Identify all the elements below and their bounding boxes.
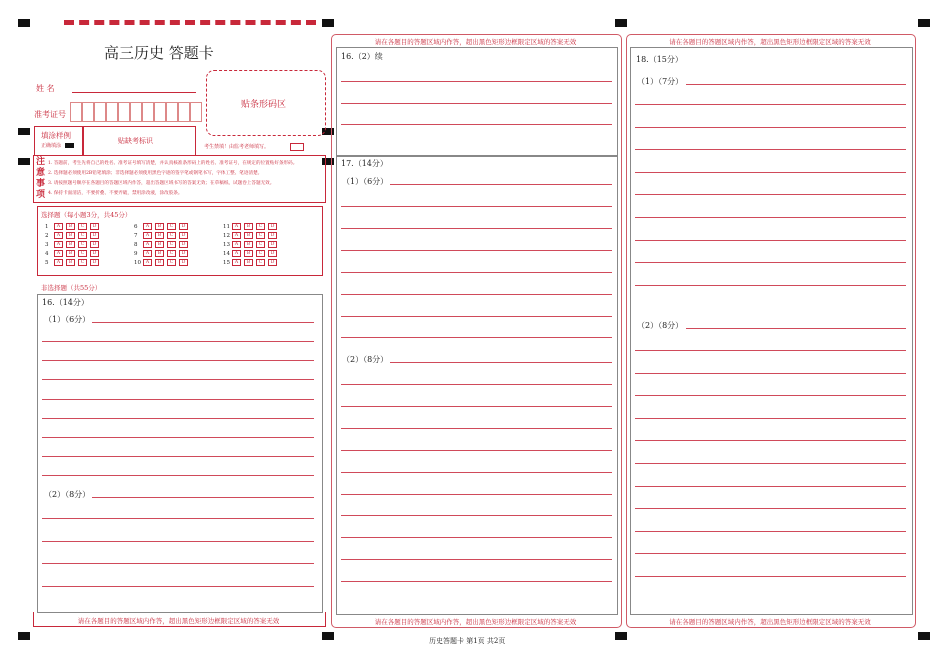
name-label: 姓 名 (36, 84, 55, 93)
answer-line[interactable] (635, 149, 906, 150)
q16-part1: （1）（6分） (44, 315, 91, 324)
q16-continued-box (336, 47, 618, 157)
answer-line[interactable] (341, 537, 612, 538)
warning-top-2: 请在各题目的答题区域内作答，超出黑色矩形边框限定区域的答案无效 (374, 38, 577, 46)
option-bubble[interactable]: D (90, 223, 99, 230)
option-bubble[interactable]: C (78, 241, 87, 248)
option-bubble[interactable]: D (179, 241, 188, 248)
answer-line[interactable] (341, 450, 612, 451)
answer-line[interactable] (635, 373, 906, 374)
registration-mark (918, 19, 930, 27)
option-bubble[interactable]: B (155, 223, 164, 230)
option-bubble[interactable]: A (232, 250, 241, 257)
answer-line[interactable] (635, 553, 906, 554)
answer-line[interactable] (635, 531, 906, 532)
correct-fill-label: 正确填涂 (41, 143, 62, 149)
question-number: 7 (134, 233, 138, 239)
q16-title: 16.（14分） (42, 298, 89, 307)
option-bubble[interactable]: A (232, 232, 241, 239)
option-bubble[interactable]: B (155, 259, 164, 266)
option-bubble[interactable]: C (256, 259, 265, 266)
answer-line[interactable] (341, 103, 612, 104)
answer-line[interactable] (686, 84, 906, 85)
warning-bottom-1: 请在各题目的答题区域内作答，超出黑色矩形边框限定区域的答案无效 (77, 617, 280, 625)
answer-line[interactable] (686, 328, 906, 329)
answer-line[interactable] (341, 406, 612, 407)
option-bubble[interactable]: A (143, 241, 152, 248)
question-number: 10 (134, 260, 141, 266)
answer-line[interactable] (635, 240, 906, 241)
option-bubble[interactable]: B (155, 232, 164, 239)
question-number: 3 (45, 242, 49, 248)
answer-line[interactable] (635, 418, 906, 419)
option-bubble[interactable]: B (244, 223, 253, 230)
question-number: 6 (134, 224, 138, 230)
q16-continued-title: 16.（2）续 (341, 52, 383, 61)
option-bubble[interactable]: A (54, 223, 63, 230)
answer-line[interactable] (635, 127, 906, 128)
column-1-frame (33, 34, 324, 626)
option-bubble[interactable]: A (232, 241, 241, 248)
answer-line[interactable] (635, 104, 906, 105)
option-bubble[interactable]: C (256, 223, 265, 230)
option-bubble[interactable]: C (167, 223, 176, 230)
answer-line[interactable] (341, 206, 612, 207)
option-bubble[interactable]: D (179, 232, 188, 239)
answer-line[interactable] (341, 228, 612, 229)
proctor-note: 考生禁填！由监考老师填写。 (204, 144, 270, 150)
answer-line[interactable] (341, 581, 612, 582)
warning-top-3: 请在各题目的答题区域内作答，超出黑色矩形边框限定区域的答案无效 (669, 38, 871, 46)
registration-mark (615, 632, 627, 640)
answer-line[interactable] (341, 472, 612, 473)
question-number: 12 (223, 233, 230, 239)
option-bubble[interactable]: B (244, 232, 253, 239)
page-title: 高三历史 答题卡 (104, 44, 214, 62)
option-bubble[interactable]: D (90, 241, 99, 248)
registration-mark (918, 632, 930, 640)
option-bubble[interactable]: D (179, 250, 188, 257)
choice-title: 选择题（每小题3分，共45分） (41, 211, 132, 219)
option-bubble[interactable]: B (66, 241, 75, 248)
option-bubble[interactable]: D (179, 259, 188, 266)
option-bubble[interactable]: D (268, 250, 277, 257)
answer-line[interactable] (341, 384, 612, 385)
answer-line[interactable] (635, 194, 906, 195)
answer-line[interactable] (341, 272, 612, 273)
absent-label: 贴缺考标识 (118, 137, 153, 145)
non-choice-title: 非选择题（共55分） (41, 284, 102, 292)
warning-bottom-2: 请在各题目的答题区域内作答，超出黑色矩形边框限定区域的答案无效 (374, 618, 577, 626)
q18-part1: （1）（7分） (637, 77, 684, 86)
notice-label: 注 意 事 项 (36, 157, 46, 200)
option-bubble[interactable]: D (268, 223, 277, 230)
answer-line[interactable] (341, 494, 612, 495)
option-bubble[interactable]: D (268, 232, 277, 239)
q16-part2: （2）（8分） (44, 490, 91, 499)
registration-mark (18, 19, 30, 27)
q17-part2: （2）（8分） (342, 355, 389, 364)
option-bubble[interactable]: D (90, 259, 99, 266)
question-number: 15 (223, 260, 230, 266)
q17-part1: （1）（6分） (342, 177, 389, 186)
question-number: 2 (45, 233, 49, 239)
registration-mark (615, 19, 627, 27)
top-dashed-strip (64, 20, 316, 25)
notice-items: 1. 答题前，考生先将自己的姓名、准考证号填写清楚，并认真核准条形码上的姓名、准考证号，在规定的位置贴好条形码。 2. 选择题必须使用2B铅笔填涂；非选择题必须使用黑色字迹的签字笔或钢笔书写，字体工整、笔迹清楚。 3. 请按照题号顺序在各题目的答题区域内作答，超出答题区域书写的答案无效；在草稿纸、试题卷上答题无效。 4. 保持卡面清洁，不要折叠、不要弄破，禁用涂改液，涂改胶条。 (48, 161, 298, 196)
answer-line[interactable] (341, 428, 612, 429)
option-bubble[interactable]: C (78, 223, 87, 230)
option-bubble[interactable]: B (66, 223, 75, 230)
option-bubble[interactable]: A (143, 223, 152, 230)
option-bubble[interactable]: A (143, 259, 152, 266)
barcode-label: 贴条形码区 (241, 100, 287, 110)
option-bubble[interactable]: B (244, 259, 253, 266)
id-label: 准考证号 (34, 110, 66, 119)
option-bubble[interactable]: C (167, 232, 176, 239)
question-number: 9 (134, 251, 138, 257)
option-bubble[interactable]: B (155, 250, 164, 257)
answer-line[interactable] (635, 440, 906, 441)
page-footer: 历史答题卡 第1页 共2页 (429, 637, 506, 645)
option-bubble[interactable]: C (78, 250, 87, 257)
option-bubble[interactable]: C (78, 232, 87, 239)
option-bubble[interactable]: B (66, 250, 75, 257)
question-number: 1 (45, 224, 49, 230)
answer-line[interactable] (390, 362, 612, 363)
option-bubble[interactable]: D (90, 250, 99, 257)
answer-line[interactable] (341, 124, 612, 125)
fill-example-label: 填涂样例 (41, 131, 71, 140)
option-bubble[interactable]: B (66, 232, 75, 239)
answer-line[interactable] (341, 81, 612, 82)
option-bubble[interactable]: A (143, 250, 152, 257)
q17-title: 17.（14分） (341, 159, 388, 168)
answer-line[interactable] (341, 337, 612, 338)
answer-line[interactable] (635, 285, 906, 286)
registration-mark (18, 128, 30, 135)
registration-mark (18, 632, 30, 640)
option-bubble[interactable]: A (54, 232, 63, 239)
answer-line[interactable] (635, 576, 906, 577)
option-bubble[interactable]: D (90, 232, 99, 239)
answer-line[interactable] (635, 486, 906, 487)
option-bubble[interactable]: A (54, 241, 63, 248)
option-bubble[interactable]: D (268, 241, 277, 248)
answer-line[interactable] (341, 294, 612, 295)
option-bubble[interactable]: A (54, 250, 63, 257)
answer-line[interactable] (635, 350, 906, 351)
registration-mark (322, 19, 334, 27)
option-bubble[interactable]: A (232, 259, 241, 266)
option-bubble[interactable]: A (54, 259, 63, 266)
q18-title: 18.（15分） (636, 55, 683, 64)
question-number: 8 (134, 242, 138, 248)
option-bubble[interactable]: C (167, 250, 176, 257)
option-bubble[interactable]: C (256, 241, 265, 248)
warning-bottom-3: 请在各题目的答题区域内作答，超出黑色矩形边框限定区域的答案无效 (669, 618, 871, 626)
question-number: 13 (223, 242, 230, 248)
answer-line[interactable] (390, 184, 612, 185)
option-bubble[interactable]: D (179, 223, 188, 230)
registration-mark (322, 632, 334, 640)
option-bubble[interactable]: C (256, 250, 265, 257)
answer-line[interactable] (341, 316, 612, 317)
q18-part2: （2）（8分） (637, 321, 684, 330)
option-bubble[interactable]: B (244, 250, 253, 257)
option-bubble[interactable]: B (244, 241, 253, 248)
answer-line[interactable] (635, 262, 906, 263)
option-bubble[interactable]: B (155, 241, 164, 248)
answer-line[interactable] (635, 463, 906, 464)
question-number: 11 (223, 224, 230, 230)
option-bubble[interactable]: D (268, 259, 277, 266)
option-bubble[interactable]: C (78, 259, 87, 266)
question-number: 5 (45, 260, 49, 266)
question-number: 14 (223, 251, 230, 257)
answer-line[interactable] (341, 250, 612, 251)
option-bubble[interactable]: C (167, 259, 176, 266)
answer-line[interactable] (635, 395, 906, 396)
option-bubble[interactable]: A (232, 223, 241, 230)
option-bubble[interactable]: C (167, 241, 176, 248)
answer-line[interactable] (341, 515, 612, 516)
answer-line[interactable] (635, 217, 906, 218)
q17-box (336, 155, 618, 615)
answer-line[interactable] (635, 508, 906, 509)
answer-line[interactable] (635, 172, 906, 173)
q18-box (630, 47, 913, 615)
question-number: 4 (45, 251, 49, 257)
registration-mark (18, 158, 30, 165)
answer-line[interactable] (341, 559, 612, 560)
option-bubble[interactable]: C (256, 232, 265, 239)
option-bubble[interactable]: A (143, 232, 152, 239)
option-bubble[interactable]: B (66, 259, 75, 266)
